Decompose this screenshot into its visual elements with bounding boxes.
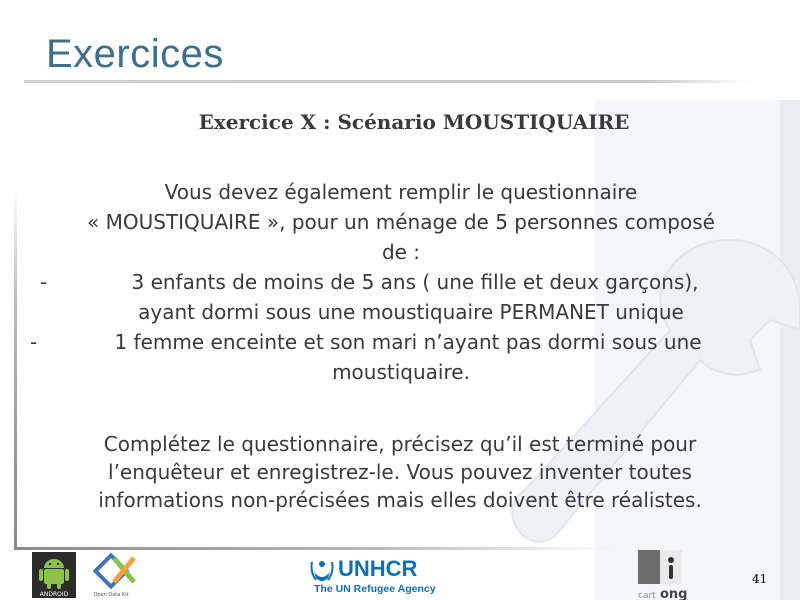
unhcr-logo-tagline: The UN Refugee Agency [314, 583, 436, 595]
instruction-line: l’enquêteur et enregistrez-le. Vous pouvez inventer toutes [108, 460, 692, 484]
intro-line: Vous devez également remplir le questionnaire [164, 180, 638, 204]
android-logo [32, 552, 76, 598]
intro-line: de : [381, 240, 421, 264]
instructions [0, 430, 800, 514]
exercise-subtitle: Exercice X : Scénario MOUSTIQUAIRE [198, 110, 630, 134]
odk-logo [84, 552, 138, 598]
list-item-parents [0, 327, 800, 387]
bullet-dash: - [40, 270, 48, 294]
intro-line: « MOUSTIQUAIRE », pour un ménage de 5 personnes composé [87, 210, 715, 234]
title-divider [24, 80, 752, 83]
page-number: 41 [752, 572, 768, 586]
bullet-line: 3 enfants de moins de 5 ans ( une fille et deux garçons), [131, 270, 699, 294]
scenario-description [0, 177, 800, 387]
bullet-dash: - [30, 330, 38, 354]
cartong-logo [636, 548, 692, 600]
unhcr-logo-name: UNHCR [338, 556, 418, 581]
cartong-logo-suffix: ong [660, 587, 688, 600]
bullet-line: 1 femme enceinte et son mari n’ayant pas dormi sous une [114, 330, 702, 354]
unhcr-logo [310, 552, 440, 596]
slide-title: Exercices [46, 32, 224, 76]
android-logo-text: ANDROID [39, 591, 69, 598]
cartong-logo-prefix: cart [638, 591, 656, 600]
instruction-line: Complétez le questionnaire, précisez qu’il est terminé pour [103, 432, 697, 456]
list-item-children [0, 267, 800, 327]
bullet-line: moustiquaire. [332, 360, 470, 384]
odk-logo-text: Open Data Kit [93, 592, 129, 598]
bullet-line: ayant dormi sous une moustiquaire PERMANET unique [138, 300, 684, 324]
bottom-frame-line [14, 547, 614, 550]
instruction-line: informations non-précisées mais elles doivent être réalistes. [98, 488, 702, 512]
